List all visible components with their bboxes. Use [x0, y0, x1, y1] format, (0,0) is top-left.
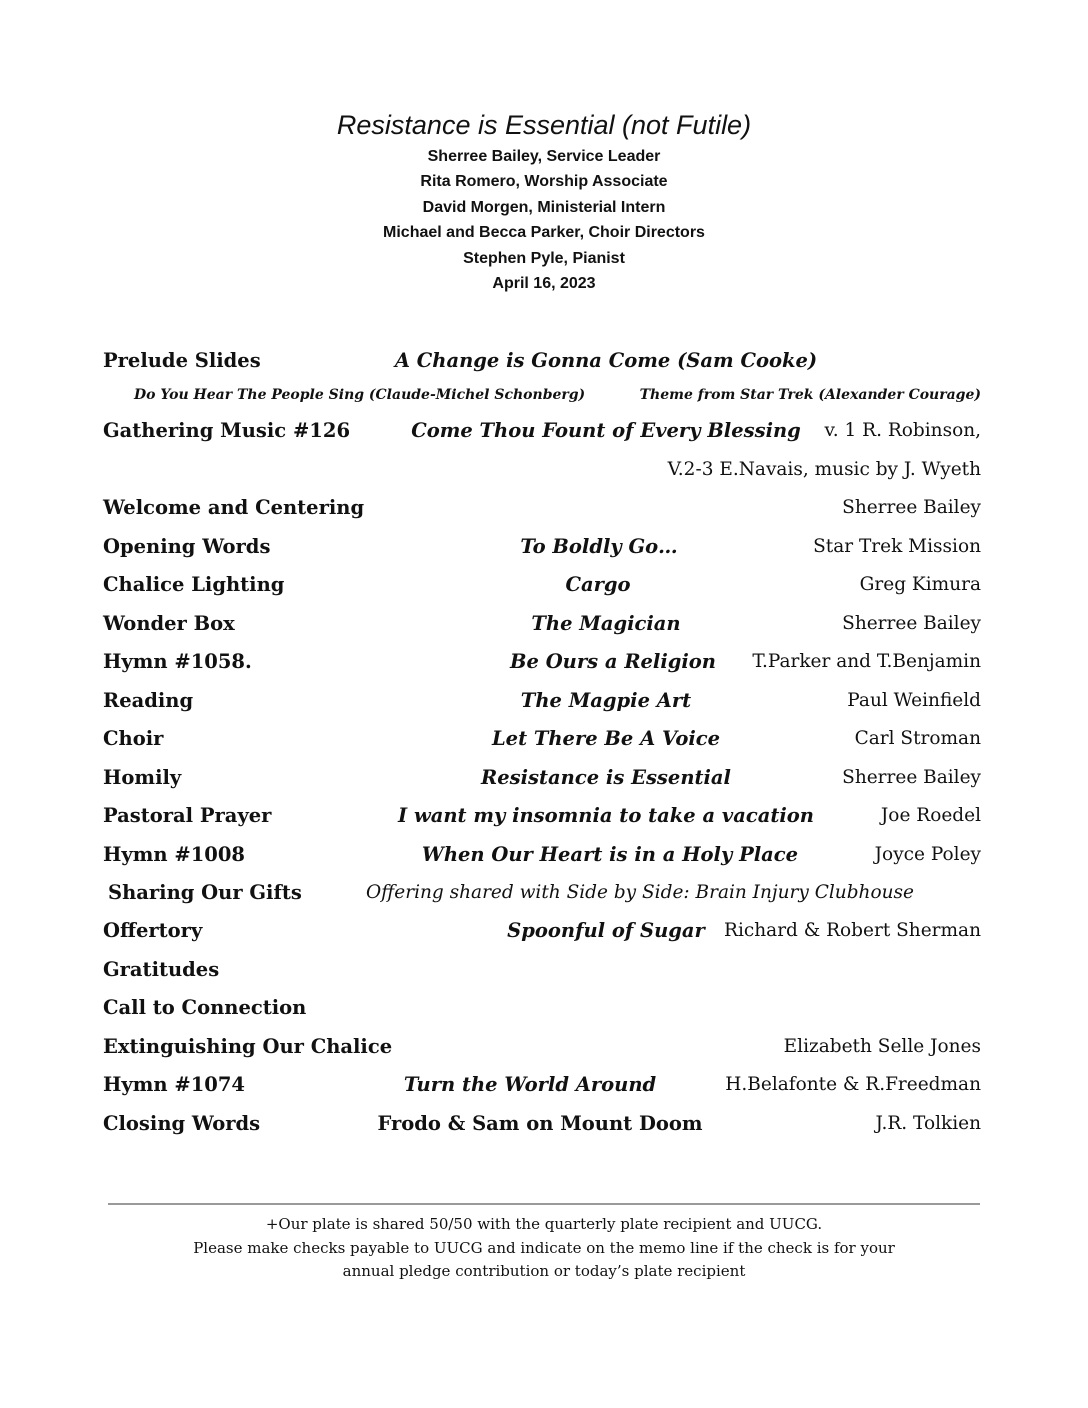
service-title: Resistance is Essential (not Futile): [336, 110, 752, 140]
program-item: [0, 1109, 1088, 1139]
item-label: Reading: [103, 689, 194, 712]
program-item: [0, 840, 1088, 870]
item-credit: Richard & Robert Sherman: [724, 920, 981, 941]
footer-note: [0, 1213, 1088, 1284]
program-item: [0, 1070, 1088, 1100]
program-item: [0, 878, 1088, 908]
program-item: [0, 686, 1088, 716]
item-credit: Carl Stroman: [854, 728, 981, 749]
item-label: Closing Words: [103, 1112, 261, 1135]
item-credit: Joe Roedel: [880, 805, 981, 826]
worship-associate: Rita Romero, Worship Associate: [420, 173, 668, 191]
item-label: Homily: [103, 766, 182, 789]
program-item: [0, 993, 1088, 1023]
program-item: [0, 916, 1088, 946]
item-title: Resistance is Essential: [481, 766, 731, 789]
item-title: I want my insomnia to take a vacation: [398, 804, 814, 827]
item-label: Welcome and Centering: [103, 496, 365, 519]
item-title: To Boldly Go…: [520, 535, 678, 558]
item-label: Gratitudes: [103, 958, 220, 981]
item-label: Pastoral Prayer: [103, 804, 272, 827]
program-item-gathering-music: [0, 416, 1088, 446]
item-title: Spoonful of Sugar: [507, 919, 705, 942]
item-label: Hymn #1008: [103, 843, 245, 866]
program-item: [0, 1032, 1088, 1062]
program-item: [0, 609, 1088, 639]
item-label: Prelude Slides: [103, 349, 261, 372]
item-title: Come Thou Fount of Every Blessing: [411, 419, 801, 442]
service-leader: Sherree Bailey, Service Leader: [427, 148, 661, 165]
item-title: When Our Heart is in a Holy Place: [421, 843, 799, 866]
program-item-prelude: [0, 346, 1088, 376]
item-title: Offering shared with Side by Side: Brain Injury Clubhouse: [366, 882, 914, 903]
item-credit: Paul Weinfield: [847, 690, 981, 711]
item-title: A Change is Gonna Come (Sam Cooke): [394, 349, 818, 372]
item-title: The Magpie Art: [520, 689, 692, 712]
item-title: Cargo: [565, 573, 631, 596]
program-item: [0, 955, 1088, 985]
program-item: [0, 801, 1088, 831]
item-label: Gathering Music #126: [103, 419, 351, 442]
item-label: Hymn #1074: [103, 1073, 245, 1096]
prelude-piece: Do You Hear The People Sing (Claude-Michel Schonberg): [134, 387, 586, 403]
item-credit: H.Belafonte & R.Freedman: [725, 1074, 981, 1095]
program-item: [0, 724, 1088, 754]
program-item: [0, 647, 1088, 677]
item-label: Extinguishing Our Chalice: [103, 1035, 393, 1058]
item-credit: Greg Kimura: [859, 574, 981, 595]
prelude-additional-pieces: [0, 380, 1088, 410]
item-credit: V.2-3 E.Navais, music by J. Wyeth: [667, 459, 981, 480]
program-item: [0, 532, 1088, 562]
prelude-piece: Theme from Star Trek (Alexander Courage): [639, 387, 981, 403]
item-title: Let There Be A Voice: [491, 727, 721, 750]
footer-line: annual pledge contribution or today’s plate recipient: [342, 1262, 746, 1280]
item-title: Be Ours a Religion: [510, 650, 716, 673]
item-credit: Sherree Bailey: [842, 497, 981, 518]
item-credit: J.R. Tolkien: [875, 1113, 981, 1134]
ministerial-intern: David Morgen, Ministerial Intern: [422, 198, 666, 216]
item-label: Wonder Box: [103, 612, 235, 635]
gathering-credit-continued: [0, 455, 1088, 485]
item-label: Offertory: [103, 919, 203, 942]
item-label: Choir: [103, 727, 164, 750]
item-title: Frodo & Sam on Mount Doom: [377, 1112, 703, 1135]
item-credit: Sherree Bailey: [842, 767, 981, 788]
item-credit: T.Parker and T.Benjamin: [752, 651, 981, 672]
footer-line: +Our plate is shared 50/50 with the quarterly plate recipient and UUCG.: [265, 1215, 823, 1233]
item-title: The Magician: [531, 612, 681, 635]
footer-line: Please make checks payable to UUCG and indicate on the memo line if the check is for your: [193, 1238, 895, 1257]
item-credit: v. 1 R. Robinson,: [824, 420, 981, 441]
item-label: Chalice Lighting: [103, 573, 285, 596]
choir-directors: Michael and Becca Parker, Choir Directors: [383, 224, 705, 242]
item-credit: Joyce Poley: [874, 844, 981, 865]
program-item: [0, 763, 1088, 793]
service-date: April 16, 2023: [492, 274, 596, 292]
item-title: Turn the World Around: [403, 1073, 657, 1096]
item-credit: Elizabeth Selle Jones: [783, 1036, 981, 1057]
item-label: Sharing Our Gifts: [108, 881, 302, 904]
item-label: Hymn #1058.: [103, 650, 252, 673]
pianist: Stephen Pyle, Pianist: [463, 249, 625, 267]
item-label: Call to Connection: [103, 996, 307, 1019]
item-label: Opening Words: [103, 535, 271, 558]
footer-divider: [108, 1203, 980, 1205]
item-credit: Star Trek Mission: [813, 536, 981, 557]
program-item: [0, 493, 1088, 523]
item-credit: Sherree Bailey: [842, 613, 981, 634]
program-item: [0, 570, 1088, 600]
